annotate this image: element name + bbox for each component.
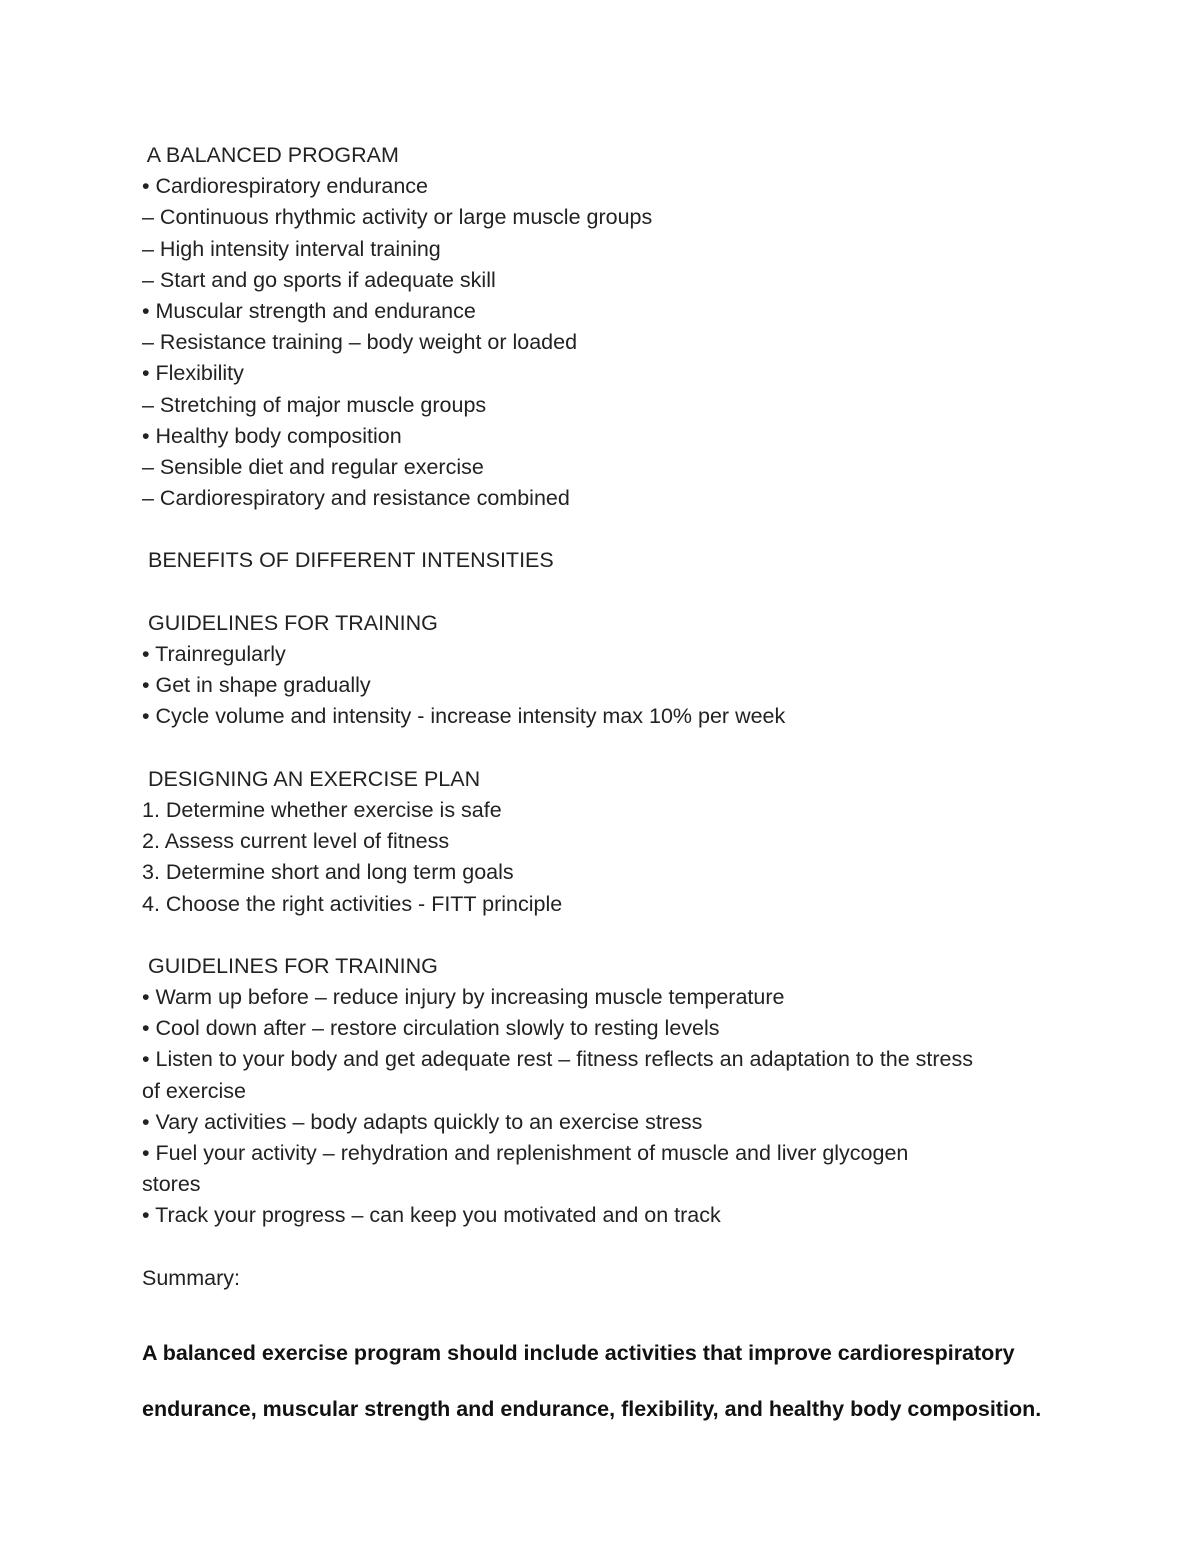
- section-heading-benefits: BENEFITS OF DIFFERENT INTENSITIES: [142, 548, 554, 573]
- list-item: • Vary activities – body adapts quickly to an exercise stress: [142, 1109, 703, 1134]
- list-item: 4. Choose the right activities - FITT principle: [142, 891, 563, 916]
- list-item: – Cardiorespiratory and resistance combined: [142, 486, 570, 511]
- list-item: • Track your progress – can keep you motivated and on track: [142, 1203, 721, 1228]
- section-heading-guidelines: GUIDELINES FOR TRAINING: [142, 953, 438, 978]
- list-item: – Stretching of major muscle groups: [142, 392, 487, 417]
- list-item: • Cardiorespiratory endurance: [142, 174, 428, 199]
- list-item: – Sensible diet and regular exercise: [142, 454, 484, 479]
- paragraph-gap: [142, 733, 1062, 764]
- section-heading-balanced-program: A BALANCED PROGRAM: [142, 143, 399, 167]
- list-item: • Get in shape gradually: [142, 673, 371, 698]
- list-item: stores: [142, 1172, 201, 1197]
- list-item: • Cycle volume and intensity - increase intensity max 10% per week: [142, 704, 786, 729]
- list-item: • Trainregularly: [142, 642, 286, 666]
- summary-text: A balanced exercise program should include activities that improve cardiorespiratory endurance, muscular strength and endurance, flexibility, and healthy body composition.: [142, 1340, 1042, 1421]
- paragraph-gap: [142, 577, 1062, 608]
- document-body: [142, 140, 1062, 1437]
- paragraph-gap: [142, 920, 1062, 951]
- list-item: • Muscular strength and endurance: [142, 298, 476, 323]
- section-heading-guidelines: GUIDELINES FOR TRAINING: [142, 610, 438, 635]
- list-item: • Fuel your activity – rehydration and replenishment of muscle and liver glycogen: [142, 1141, 909, 1165]
- list-item: – Resistance training – body weight or loaded: [142, 330, 578, 355]
- list-item: • Cool down after – restore circulation slowly to resting levels: [142, 1016, 720, 1041]
- list-item: 2. Assess current level of fitness: [142, 829, 450, 854]
- list-item: • Flexibility: [142, 361, 244, 386]
- list-item: – Start and go sports if adequate skill: [142, 267, 496, 292]
- section-heading-designing-plan: DESIGNING AN EXERCISE PLAN: [142, 766, 481, 791]
- list-item: of exercise: [142, 1078, 246, 1103]
- list-item: • Warm up before – reduce injury by increasing muscle temperature: [142, 985, 785, 1010]
- list-item: • Healthy body composition: [142, 423, 402, 448]
- list-item: 3. Determine short and long term goals: [142, 860, 514, 885]
- list-item: – Continuous rhythmic activity or large muscle groups: [142, 205, 653, 230]
- list-item: – High intensity interval training: [142, 236, 441, 261]
- list-item: • Listen to your body and get adequate rest – fitness reflects an adaptation to the stress: [142, 1047, 974, 1072]
- paragraph-gap: [142, 1232, 1062, 1263]
- summary-label: Summary:: [142, 1265, 240, 1290]
- list-item: 1. Determine whether exercise is safe: [142, 797, 502, 822]
- paragraph-gap: [142, 514, 1062, 545]
